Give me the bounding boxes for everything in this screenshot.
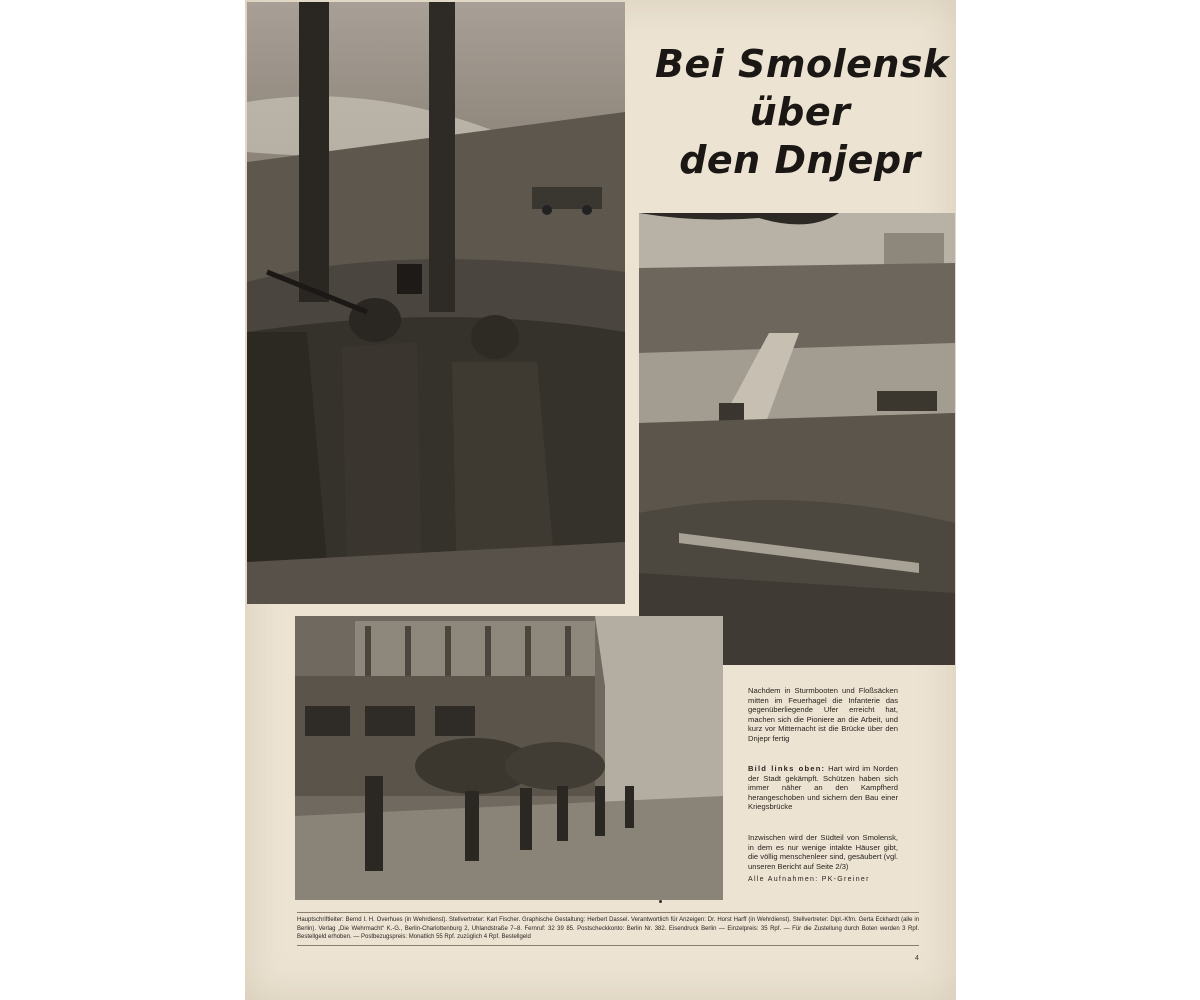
- caption-lead-label: Bild links oben:: [748, 764, 826, 773]
- page-number: 4: [915, 955, 919, 962]
- magazine-page: [245, 0, 956, 1000]
- page-headline: [655, 40, 949, 184]
- caption-bottom-photo: Inzwischen wird der Südteil von Smolensk, in dem es nur wenige intakte Häuser gibt, die völlig menschenleer sind, gesäubert (vgl. unseren Bericht auf Seite 2/3): [748, 833, 898, 871]
- photo-soldiers-machine-gun: [247, 2, 625, 604]
- photo-soldiers-illustration: [247, 2, 625, 604]
- separator-dot: [659, 900, 662, 903]
- caption-top-left-text: Hart wird im Norden der Stadt gekämpft. Schützen haben sich immer näher an den Kampfherd herangeschoben und sichern den Bau einer Kriegsbrücke: [748, 764, 898, 812]
- photo-marching-illustration: [295, 616, 723, 900]
- caption-bridge: Nachdem in Sturmbooten und Floßsäcken mitten im Feuerhagel die Infanterie das gegenüberliegende Ufer erreicht hat, machen sich die Pioniere an die Arbeit, und kurz vor Mitternacht ist die Brücke über den Dnjepr fertig: [748, 686, 898, 743]
- photo-pontoon-bridge: [639, 213, 955, 665]
- headline-line-3: den Dnjepr: [679, 138, 921, 182]
- caption-top-left-photo: [748, 764, 898, 812]
- photo-credit: Alle Aufnahmen: PK-Greiner: [748, 876, 870, 883]
- headline-line-2: über: [749, 90, 851, 134]
- photo-soldiers-marching: [295, 616, 723, 900]
- photo-bridge-illustration: [639, 213, 955, 665]
- headline-line-1: Bei Smolensk: [655, 42, 949, 86]
- imprint-block: Hauptschriftleiter: Bernd I. H. Overhues (in Wehrdienst). Stellvertreter: Karl Fischer. Graphische Gestaltung: Herbert Dassel. Verantwortlich für Anzeigen: Dr. Horst Harff (in Wehrdienst). Stellvertreter: Dipl.-Kfm. Gerta Eckhardt (alle in Berlin). Verlag „Die Wehrmacht“ K.-G., Berlin-Charlottenburg 2, Uhlandstraße 7–8. Fernruf: 32 39 85. Postscheckkonto: Berlin Nr. 382. Eisendruck Berlin — Einzelpreis: 35 Rpf. — Für die Zustellung durch Boten werden 3 Rpf. Bestellgeld erhoben. — Postbezugspreis: Monatlich 55 Rpf. zuzüglich 4 Rpf. Bestellgeld: [297, 912, 919, 946]
